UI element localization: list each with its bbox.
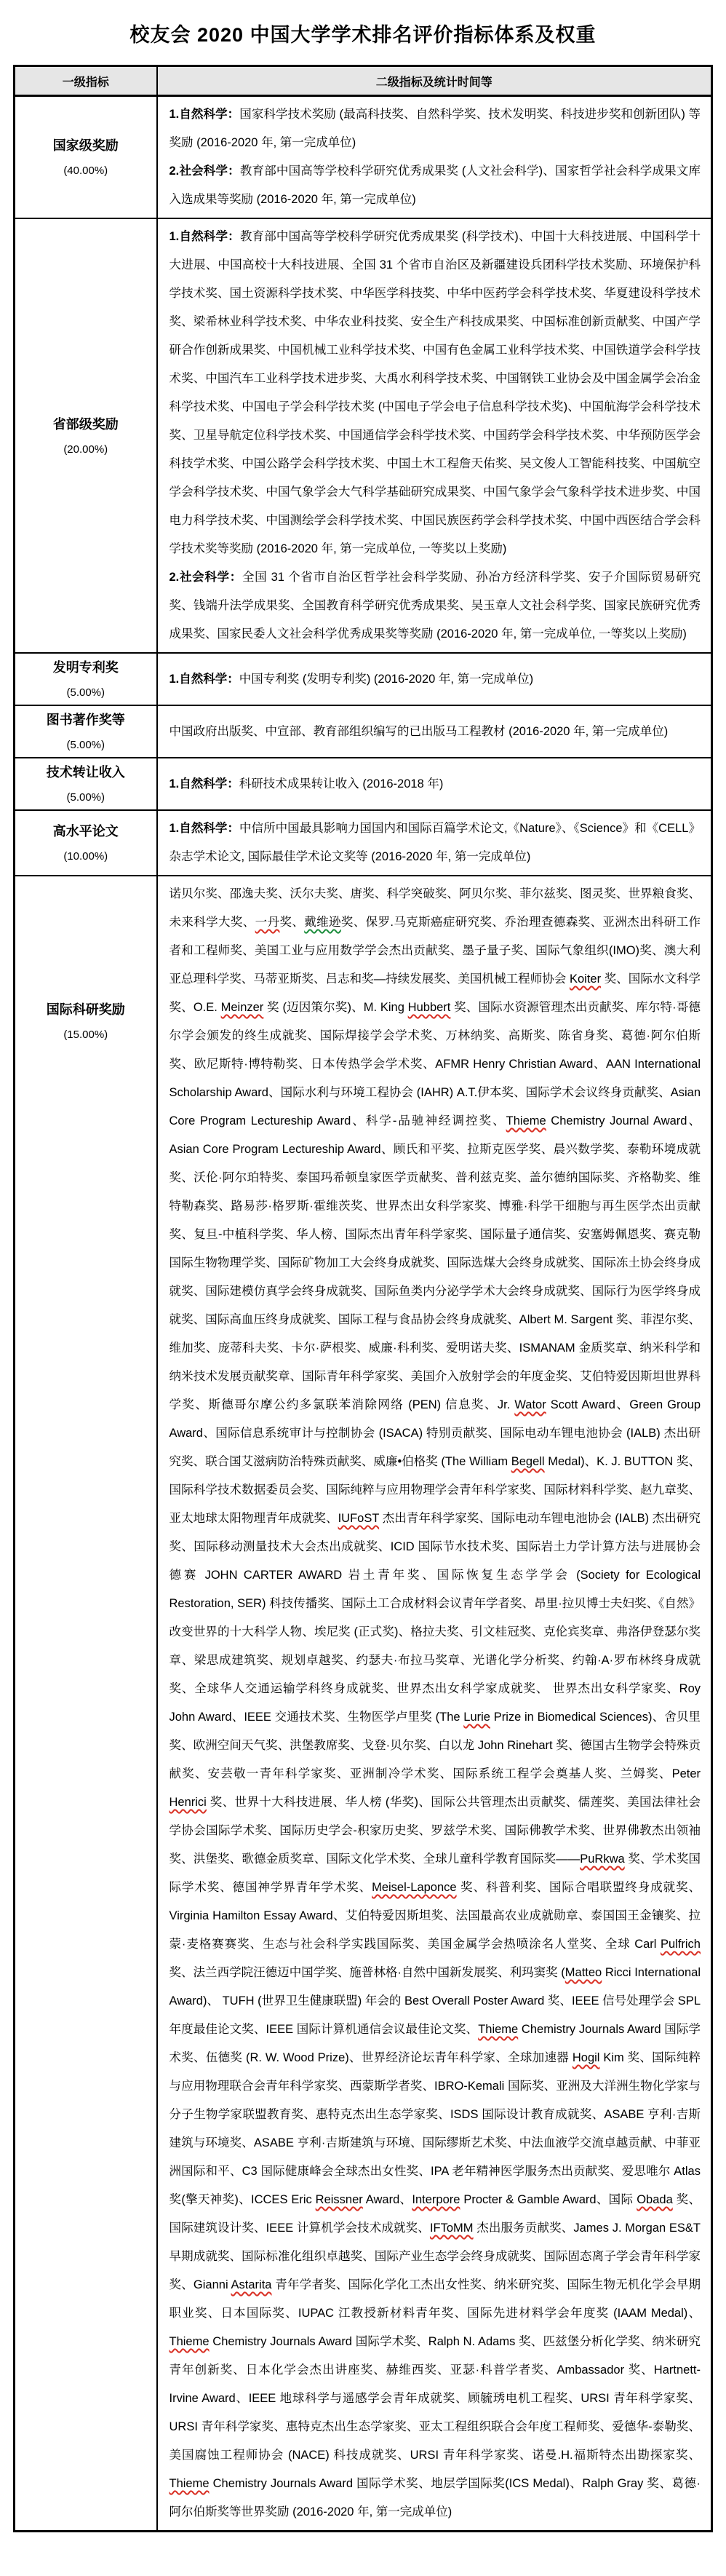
indicator-weight: (5.00%) — [66, 739, 105, 751]
indicator-name: 技术转让收入 — [46, 765, 125, 780]
paragraph-text: 中国专利奖 (发明专利奖) (2016-2020 年, 第一完成单位) — [239, 672, 534, 686]
paragraph — [169, 880, 701, 2527]
table-row — [15, 876, 712, 2532]
table-row — [15, 810, 712, 876]
table-row — [15, 218, 712, 653]
paragraph-text: 中信所中国最具影响力国国内和国际百篇学术论文,《Nature》、《Science》和《CELL》杂志学术论文, 国际最佳学术论文奖等 (2016-2020 年, 第一完成单位) — [169, 822, 701, 863]
indicator-weight: (20.00%) — [63, 443, 108, 456]
paragraph-text: 中国政府出版奖、中宣部、教育部组织编写的已出版马工程教材 (2016-2020 年, 第一完成单位) — [169, 724, 669, 738]
paragraph-lead: 1.自然科学： — [169, 672, 239, 686]
table-row — [15, 705, 712, 758]
indicator-table — [13, 65, 713, 2532]
table-row — [15, 96, 712, 219]
indicator-weight: (10.00%) — [63, 850, 108, 863]
indicator-cell — [15, 810, 157, 876]
indicator-cell — [15, 653, 157, 705]
indicator-weight: (40.00%) — [63, 165, 108, 177]
paragraph — [169, 815, 701, 871]
header-level1: 一级指标 — [15, 66, 157, 96]
paragraph — [169, 100, 701, 157]
paragraph — [169, 157, 701, 214]
paragraph — [169, 563, 701, 649]
indicator-cell — [15, 876, 157, 2532]
paragraph — [169, 665, 701, 694]
indicator-weight: (15.00%) — [63, 1029, 108, 1041]
content-cell — [157, 96, 712, 219]
indicator-name: 高水平论文 — [52, 824, 119, 839]
indicator-cell — [15, 218, 157, 653]
indicator-weight: (5.00%) — [66, 686, 105, 699]
table-row — [15, 653, 712, 705]
indicator-name: 国家级奖励 — [52, 138, 119, 153]
indicator-cell — [15, 705, 157, 758]
paragraph-text: 全国 31 个省市自治区哲学社会科学奖励、孙冶方经济科学奖、安子介国际贸易研究奖、钱端升法学成果奖、全国教育科学研究优秀成果奖、吴玉章人文社会科学奖、国家民族研究优秀成果奖、国家民委人文社会科学优秀成果奖等奖励 (2016-2020 年, 第一完成单位, 一等奖以上奖励) — [169, 571, 701, 641]
paragraph — [169, 718, 701, 746]
header-level2: 二级指标及统计时间等 — [157, 66, 712, 96]
content-cell — [157, 758, 712, 810]
table-row — [15, 758, 712, 810]
paragraph — [169, 223, 701, 563]
content-cell — [157, 218, 712, 653]
page-title: 校友会 2020 中国大学学术排名评价指标体系及权重 — [129, 24, 597, 46]
paragraph-lead: 2.社会科学： — [169, 165, 240, 178]
indicator-name: 图书著作奖等 — [46, 713, 125, 727]
paragraph-lead: 1.自然科学： — [169, 777, 239, 790]
paragraph-text: 科研技术成果转让收入 (2016-2018 年) — [239, 777, 444, 790]
indicator-cell — [15, 758, 157, 810]
paragraph-lead: 1.自然科学： — [169, 108, 240, 121]
header-row — [15, 66, 712, 96]
indicator-name: 国际科研奖励 — [46, 1002, 125, 1017]
content-cell — [157, 876, 712, 2532]
paragraph-lead: 1.自然科学： — [169, 822, 240, 835]
paragraph — [169, 770, 701, 798]
content-cell — [157, 705, 712, 758]
indicator-weight: (5.00%) — [66, 791, 105, 804]
content-cell — [157, 810, 712, 876]
paragraph-lead: 1.自然科学： — [169, 230, 240, 243]
paragraph-text: 教育部中国高等学校科学研究优秀成果奖 (人文社会科学)、国家哲学社会科学成果文库入选成果等奖励 (2016-2020 年, 第一完成单位) — [169, 165, 701, 206]
paragraph-text: 国家科学技术奖励 (最高科技奖、自然科学奖、技术发明奖、科技进步奖和创新团队) 等奖励 (2016-2020 年, 第一完成单位) — [169, 108, 701, 149]
content-cell — [157, 653, 712, 705]
indicator-name: 省部级奖励 — [52, 416, 119, 432]
indicator-cell — [15, 96, 157, 219]
indicator-name: 发明专利奖 — [52, 660, 119, 675]
paragraph-text: 教育部中国高等学校科学研究优秀成果奖 (科学技术)、中国十大科技进展、中国科学十大进展、中国高校十大科技进展、全国 31 个省市自治区及新疆建设兵团科学技术奖励、环境保护科学技术奖、国土资源科学技术奖、中华医学科技奖、中华中医药学会科学技术奖、华夏建设科学技术奖、梁希林业科学技术奖、中华农业科技奖、安全生产科技成果奖、中国标准创新贡献奖、中国产学研合作创新成果奖、中国机械工业科学技术奖、中国有色金属工业科学技术奖、中国铁道学会科学技术奖、中国汽车工业科学技术进步奖、大禹水利科学技术奖、中国钢铁工业协会及中国金属学会冶金科学技术奖、中国电子学会科学技术奖 (中国电子学会电子信息科学技术奖)、中国航海学会科学技术奖、卫星导航定位科学技术奖、中国通信学会科学技术奖、中国药学会科学技术奖、中华预防医学会科技学术奖、中国公路学会科学技术奖、中国土木工程詹天佑奖、吴文俊人工智能科技奖、中国航空学会科学技术奖、中国气象学会大气科学基础研究成果奖、中国气象学会气象科学技术进步奖、中国电力科学技术奖、中国测绘学会科学技术奖、中国民族医药学会科学技术奖、中国中西医结合学会科学技术奖等奖励 (2016-2020 年, 第一完成单位, 一等奖以上奖励) — [169, 230, 701, 555]
paragraph-lead: 2.社会科学： — [169, 571, 242, 584]
paragraph-text: 诺贝尔奖、邵逸夫奖、沃尔夫奖、唐奖、科学突破奖、阿贝尔奖、菲尔兹奖、图灵奖、世界粮食奖、未来科学大奖、一丹奖、戴维逊奖、保罗.马克斯癌症研究奖、乔治理查德森奖、亚洲杰出科研工作者和工程师奖、美国工业与应用数学学会杰出贡献奖、墨子量子奖、国际气象组织(IMO)奖、澳大利亚总理科学奖、马蒂亚斯奖、吕志和奖—持续发展奖、美国机械工程师协会 Koiter 奖、国际水文科学奖、O.E. Meinzer 奖 (迈因策尔奖)、M. King Hubbert 奖、国际水资源管理杰出贡献奖、库尔特·哥德尔学会颁发的终生成就奖、国际焊接学会学术奖、万林纳奖、高斯奖、陈省身奖、葛德·阿尔伯斯奖、欧尼斯特·博特勒奖、日本传热学会学术奖、AFMR Henry Christian Award、AAN International Scholarship Award、国际水利与环境工程协会 (IAHR) A.T.伊本奖、国际学术会议终身贡献奖、Asian Core Program Lectureship Award、科学-品驰神经调控奖、Thieme Chemistry Journal Award、Asian Core Program Lectureship Award、顾氏和平奖、拉斯克医学奖、晨兴数学奖、泰勒环境成就奖、沃伦·阿尔珀特奖、泰国玛希顿皇家医学贡献奖、普利兹克奖、盖尔德纳国际奖、齐格勒奖、维特勒森奖、路易莎·格罗斯·霍维茨奖、世界杰出女科学家奖、博雅·科学干细胞与再生医学杰出贡献奖、复旦-中植科学奖、华人榜、国际杰出青年科学家奖、国际量子通信奖、安塞姆佩恩奖、赛克勒国际生物物理学奖、国际矿物加工大会终身成就奖、国际选煤大会终身成就奖、国际冻土协会终身成就奖、国际建模仿真学会终身成就奖、国际鱼类内分泌学学术大会终身成就奖、国际行为医学终身成就奖、国际高血压终身成就奖、国际工程与食品协会终身成就奖、Albert M. Sargent 奖、菲涅尔奖、维加奖、庞蒂科夫奖、卡尔·萨根奖、威廉·科利奖、爱明诺夫奖、ISMANAM 金质奖章、纳米科学和纳米技术发展贡献奖章、国际青年科学家奖、美国介入放射学会的年度金奖、艾伯特爱因斯坦世界科学奖、斯德哥尔摩公约多氯联苯消除网络 (PEN) 信息奖、Jr. Wator Scott Award、Green Group Award、国际信息系统审计与控制协会 (ISACA) 特别贡献奖、国际电动车锂电池协会 (IALB) 杰出研究奖、联合国艾滋病防治特殊贡献奖、威廉•伯格奖 (The William Begell Medal)、K. J. BUTTON 奖、国际科学技术数据委员会奖、国际纯粹与应用物理学会青年科学家奖、国际材料科学奖、赵九章奖、亚太地球太阳物理青年成就奖、IUFoST 杰出青年科学家奖、国际电动车锂电池协会 (IALB) 杰出研究奖、国际移动测量技术大会杰出成就奖、ICID 国际节水技术奖、国际岩土力学计算方法与进展协会德赛 JOHN CARTER AWARD 岩土青年奖、国际恢复生态学学会 (Society for Ecological Restoration, SER) 科技传播奖、国际土工合成材料会议青年学者奖、昂里·拉贝博士夫妇奖、《自然》改变世界的十大科学人物、埃尼奖 (正式奖)、格拉夫奖、引文桂冠奖、克伦宾奖章、弗洛伊登瑟尔奖章、梁思成建筑奖、规划卓越奖、约瑟夫·布拉马奖章、光谱化学分析奖、约翰·A·罗布林终身成就奖、全球华人交通运输学科终身成就奖、世界杰出女科学家成就奖、 世界杰出女科学家奖、Roy John Award、IEEE 交通技术奖、生物医学卢里奖 (The Lurie Prize in Biomedical Sciences)、舍贝里奖、欧洲空间天气奖、洪堡教席奖、戈登·贝尔奖、白以龙 John Rinehart 奖、德国古生物学会特殊贡献奖、安芸敬一青年科学家奖、亚洲制冷学术奖、国际系统工程学会奠基人奖、兰姆奖、Peter Henrici 奖、世界十大科技进展、华人榜 (华奖)、国际公共管理杰出贡献奖、儒莲奖、美国法律社会学协会国际学术奖、国际历史学会-积家历史奖、罗兹学术奖、国际佛教学术奖、世界佛教杰出领袖奖、洪堡奖、歌德金质奖章、国际文化学术奖、全球儿童科学教育国际奖——PuRkwa 奖、学术奖国际学术奖、德国神学界青年学术奖、Meisel-Laponce 奖、科普利奖、国际合唱联盟终身成就奖、Virginia Hamilton Essay Award、艾伯特爱因斯坦奖、法国最高农业成就勋章、泰国国王金镶奖、拉蒙·麦格赛赛奖、生态与社会科学实践国际奖、美国金属学会热喷涂名人堂奖、全球 Carl Pulfrich 奖、法兰西学院汪德迈中国学奖、施普林格·自然中国新发展奖、利玛窦奖 (Matteo Ricci International Award)、 TUFH (世界卫生健康联盟) 年会的 Best Overall Poster Award 奖、IEEE 信号处理学会 SPL 年度最佳论文奖、IEEE 国际计算机通信会议最佳论文奖、Thieme Chemistry Journals Award 国际学术奖、伍德奖 (R. W. Wood Prize)、世界经济论坛青年科学家、全球加速器 Hogil Kim 奖、国际纯粹与应用物理联合会青年科学家奖、西蒙斯学者奖、IBRO-Kemali 国际奖、亚洲及大洋洲生物化学家与分子生物学家联盟教育奖、惠特克杰出生态学家奖、ISDS 国际设计教育成就奖、ASABE 亨利·吉斯建筑与环境奖、ASABE 亨利·吉斯建筑与环境、国际缪斯艺术奖、中法血液学交流卓越贡献、中菲亚洲国际和平、C3 国际健康峰会全球杰出女性奖、IPA 老年精神医学服务杰出贡献奖、爱思唯尔 Atlas 奖(擎天神奖)、ICCES Eric Reissner Award、Interpore Procter & Gamble Award、国际 Obada 奖、国际建筑设计奖、IEEE 计算机学会技术成就奖、IFToMM 杰出服务贡献奖、James J. Morgan ES&T 早期成就奖、国际标准化组织卓越奖、国际产业生态学会终身成就奖、国际固态离子学会青年科学家奖、Gianni Astarita 青年学者奖、国际化学化工杰出女性奖、纳米研究奖、国际生物无机化学会早期职业奖、日本国际奖、IUPAC 江教授新材料青年奖、国际先进材料学会年度奖 (IAAM Medal)、Thieme Chemistry Journals Award 国际学术奖、Ralph N. Adams 奖、匹兹堡分析化学奖、纳米研究青年创新奖、日本化学会杰出讲座奖、赫维西奖、亚瑟·科普学者奖、Ambassador 奖、Hartnett-Irvine Award、IEEE 地球科学与遥感学会青年成就奖、顾毓琇电机工程奖、URSI 青年科学家奖、URSI 青年科学家奖、惠特克杰出生态学家奖、亚太工程组织联合会年度工程师奖、爱德华-泰勒奖、美国腐蚀工程师协会 (NACE) 科技成就奖、URSI 青年科学家奖、诺曼.H.福斯特杰出勘探家奖、Thieme Chemistry Journals Award 国际学术奖、地层学国际奖(ICS Medal)、Ralph Gray 奖、葛德·阿尔伯斯奖等世界奖励 (2016-2020 年, 第一完成单位) — [169, 887, 701, 2518]
